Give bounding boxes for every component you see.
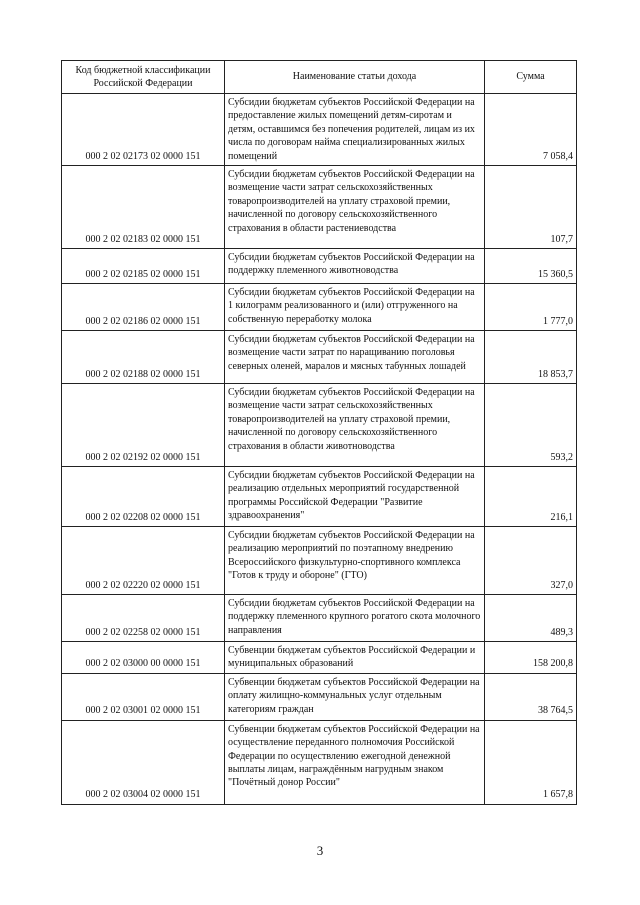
row-code-cell: 000 2 02 02208 02 0000 151 <box>62 467 225 527</box>
row-code-cell: 000 2 02 02192 02 0000 151 <box>62 384 225 467</box>
row-name-cell: Субсидии бюджетам субъектов Российской Федерации на предоставление жилых помещений детям-сиротам и детям, оставшимся без попечения родителей, лицам из их числа по договорам найма специализированных жилых помещений <box>225 94 485 166</box>
page-number: 3 <box>316 843 324 858</box>
row-sum-cell: 593,2 <box>485 384 577 467</box>
table-row <box>62 642 577 674</box>
row-name-cell: Субсидии бюджетам субъектов Российской Федерации на возмещение части затрат сельскохозяйственных товаропроизводителей на уплату страховой премии, начисленной по договору сельскохозяйственного страхования в области животноводства <box>225 384 485 467</box>
row-code-cell: 000 2 02 02173 02 0000 151 <box>62 94 225 166</box>
budget-table <box>61 60 577 805</box>
table-row <box>62 331 577 384</box>
table-row <box>62 467 577 527</box>
row-name-cell: Субсидии бюджетам субъектов Российской Федерации на возмещение части затрат по наращиванию поголовья северных оленей, маралов и мясных табунных лошадей <box>225 331 485 384</box>
table-row <box>62 284 577 331</box>
row-code-cell: 000 2 02 02183 02 0000 151 <box>62 166 225 249</box>
row-code-cell: 000 2 02 03004 02 0000 151 <box>62 720 225 804</box>
row-code-cell: 000 2 02 02188 02 0000 151 <box>62 331 225 384</box>
table-row <box>62 673 577 720</box>
row-sum-cell: 7 058,4 <box>485 94 577 166</box>
row-name-cell: Субвенции бюджетам субъектов Российской Федерации на осуществление переданного полномочия Российской Федерации по осуществлению ежегодной денежной выплаты лицам, награждённым нагрудным знаком "Почётный донор России" <box>225 720 485 804</box>
row-sum-cell: 15 360,5 <box>485 249 577 284</box>
header-row <box>62 61 577 94</box>
table-row <box>62 595 577 642</box>
table-row <box>62 720 577 804</box>
header-name: Наименование статьи дохода <box>225 61 485 94</box>
table-row <box>62 94 577 166</box>
table-body <box>62 94 577 805</box>
row-name-cell: Субсидии бюджетам субъектов Российской Федерации на поддержку племенного крупного рогатого скота молочного направления <box>225 595 485 642</box>
row-sum-cell: 38 764,5 <box>485 673 577 720</box>
row-name-cell: Субсидии бюджетам субъектов Российской Федерации на возмещение части затрат сельскохозяйственных товаропроизводителей на уплату страховой премии, начисленной по договору сельскохозяйственного страхования в области растениеводства <box>225 166 485 249</box>
table-row <box>62 384 577 467</box>
row-sum-cell: 489,3 <box>485 595 577 642</box>
row-code-cell: 000 2 02 03001 02 0000 151 <box>62 673 225 720</box>
row-sum-cell: 107,7 <box>485 166 577 249</box>
row-sum-cell: 216,1 <box>485 467 577 527</box>
row-name-cell: Субвенции бюджетам субъектов Российской Федерации и муниципальных образований <box>225 642 485 674</box>
row-name-cell: Субсидии бюджетам субъектов Российской Федерации на реализацию мероприятий по поэтапному внедрению Всероссийского физкультурно-спортивного комплекса "Готов к труду и обороне" (ГТО) <box>225 527 485 595</box>
table-row <box>62 249 577 284</box>
header-sum: Сумма <box>485 61 577 94</box>
row-name-cell: Субсидии бюджетам субъектов Российской Федерации на поддержку племенного животноводства <box>225 249 485 284</box>
table-row <box>62 166 577 249</box>
row-sum-cell: 1 777,0 <box>485 284 577 331</box>
row-code-cell: 000 2 02 02258 02 0000 151 <box>62 595 225 642</box>
header-code: Код бюджетной классификации Российской Федерации <box>62 61 225 94</box>
table-row <box>62 527 577 595</box>
row-code-cell: 000 2 02 02186 02 0000 151 <box>62 284 225 331</box>
row-sum-cell: 18 853,7 <box>485 331 577 384</box>
row-sum-cell: 1 657,8 <box>485 720 577 804</box>
row-name-cell: Субсидии бюджетам субъектов Российской Федерации на 1 килограмм реализованного и (или) отгруженного на собственную переработку молока <box>225 284 485 331</box>
row-code-cell: 000 2 02 02185 02 0000 151 <box>62 249 225 284</box>
row-name-cell: Субсидии бюджетам субъектов Российской Федерации на реализацию отдельных мероприятий государственной программы Российской Федерации "Развитие здравоохранения" <box>225 467 485 527</box>
row-sum-cell: 158 200,8 <box>485 642 577 674</box>
row-code-cell: 000 2 02 02220 02 0000 151 <box>62 527 225 595</box>
row-code-cell: 000 2 02 03000 00 0000 151 <box>62 642 225 674</box>
row-name-cell: Субвенции бюджетам субъектов Российской Федерации на оплату жилищно-коммунальных услуг отдельным категориям граждан <box>225 673 485 720</box>
row-sum-cell: 327,0 <box>485 527 577 595</box>
